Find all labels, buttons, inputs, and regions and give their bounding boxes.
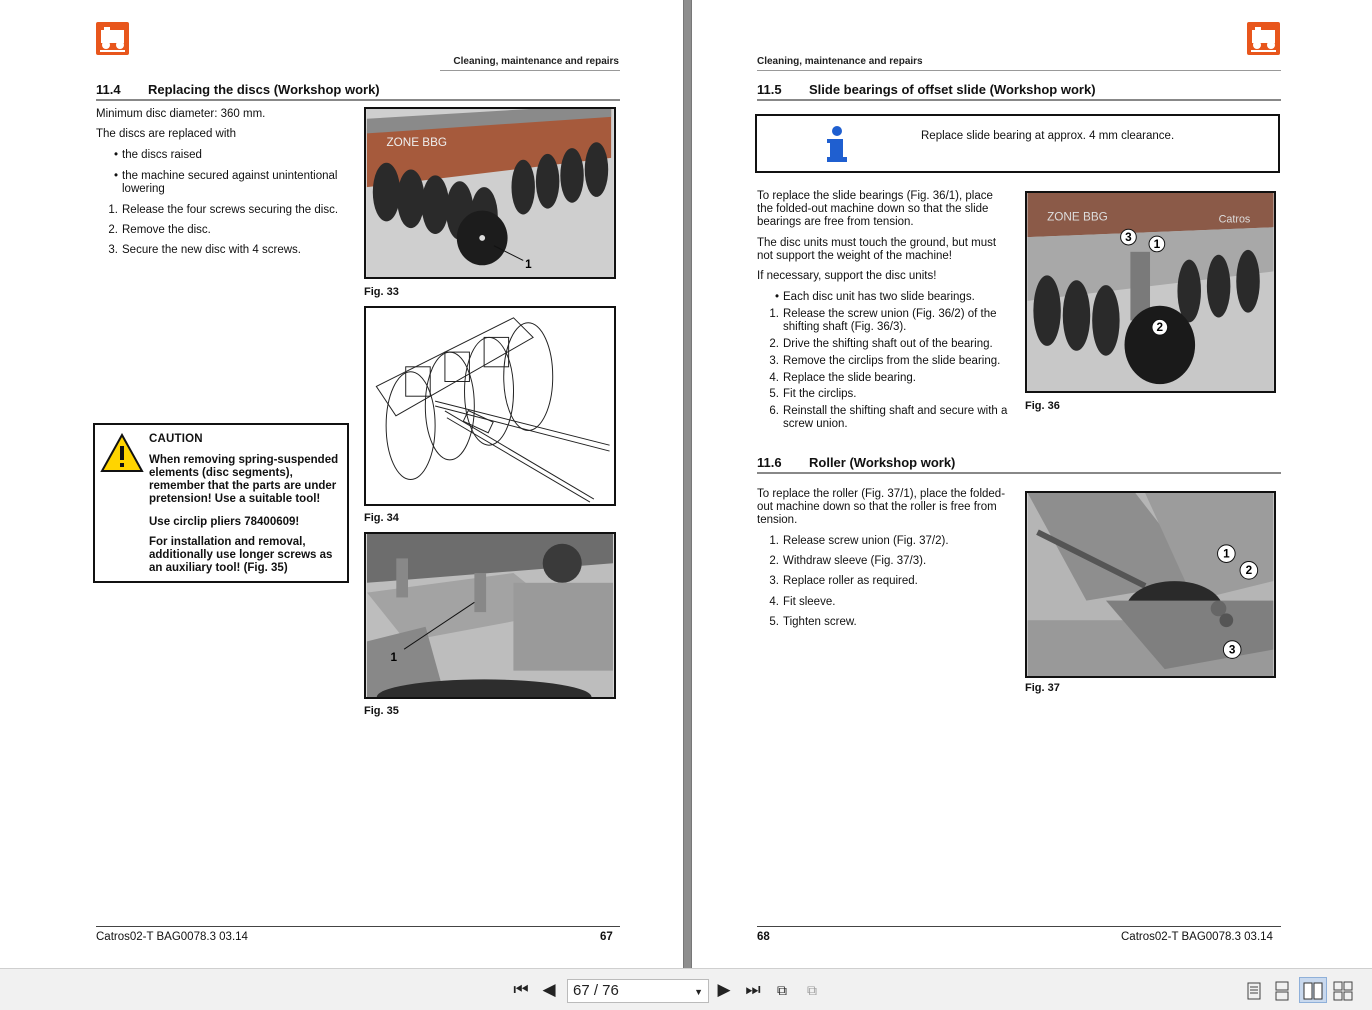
fig36-model: Catros <box>1218 213 1251 226</box>
heading-rule <box>757 99 1281 101</box>
figure-label: Fig. 37 <box>1025 682 1060 694</box>
page-number: 68 <box>757 931 770 943</box>
step-item: 1. Release screw union (Fig. 37/2). <box>769 535 949 547</box>
caution-box <box>93 423 349 583</box>
step-item: 3. Replace roller as required. <box>769 575 918 587</box>
info-box <box>755 114 1280 173</box>
step-item: 5. Fit the circlips. <box>769 388 857 400</box>
footer-rule <box>757 926 1281 927</box>
step-item: 5. Tighten screw. <box>769 616 857 628</box>
figure-label: Fig. 33 <box>364 286 399 298</box>
last-page-icon[interactable]: ⏭ <box>745 980 761 999</box>
running-header: Cleaning, maintenance and repairs <box>453 56 619 67</box>
step-item: 1. Release the four screws securing the disc. <box>108 204 339 216</box>
fig36-callout: 2 <box>1156 321 1164 335</box>
fig33-callout: 1 <box>525 258 532 272</box>
chevron-down-icon: ▼ <box>694 987 703 997</box>
bullet-item: • Each disc unit has two slide bearings. <box>774 291 975 303</box>
next-view-icon[interactable]: ⧉ <box>807 982 817 998</box>
heading-rule <box>96 99 620 101</box>
header-rule <box>757 70 1281 71</box>
caution-text: For installation and removal, additionally use longer screws as an auxiliary tool! (Fig. 35) <box>149 536 333 574</box>
viewer-toolbar <box>0 968 1372 1010</box>
fig35-callout: 1 <box>390 650 397 664</box>
fig36-brand: ZONE BBG <box>1047 210 1108 224</box>
first-page-icon[interactable]: ⏮ <box>513 980 529 999</box>
intro-text: Minimum disc diameter: 360 mm. <box>96 108 266 120</box>
two-page-continuous-icon[interactable] <box>1333 981 1353 1001</box>
single-page-view-icon[interactable] <box>1244 981 1264 1001</box>
step-item: 1. Release the screw union (Fig. 36/2) of the shifting shaft (Fig. 36/3). <box>769 308 997 333</box>
header-rule <box>440 70 620 71</box>
running-header: Cleaning, maintenance and repairs <box>757 56 923 67</box>
section-heading: 11.5 Slide bearings of offset slide (Workshop work) <box>757 82 1096 97</box>
fig37-callout: 1 <box>1223 547 1230 561</box>
figure-33-disc-photo <box>364 107 616 279</box>
heading-rule <box>757 472 1281 474</box>
previous-page-icon[interactable]: ◀ <box>542 980 556 999</box>
next-page-icon[interactable]: ▶ <box>717 980 731 999</box>
two-page-view-icon[interactable] <box>1303 981 1323 1001</box>
figure-36-bearing-photo <box>1025 191 1276 393</box>
amazone-logo-icon <box>1247 22 1280 55</box>
fig37-callout: 2 <box>1245 564 1253 578</box>
paragraph: If necessary, support the disc units! <box>757 270 937 282</box>
page-selector[interactable]: 67 / 76 ▼ <box>567 979 709 1003</box>
paragraph: The disc units must touch the ground, but must not support the weight of the machine! <box>757 237 997 262</box>
info-icon <box>825 125 849 163</box>
section-heading: 11.4 Replacing the discs (Workshop work) <box>96 82 380 97</box>
fig33-brand: ZONE BBG <box>386 136 448 150</box>
figure-35-photo <box>364 532 616 699</box>
footer-doc-id: Catros02-T BAG0078.3 03.14 <box>96 931 248 943</box>
info-text: Replace slide bearing at approx. 4 mm clearance. <box>921 130 1175 142</box>
page-gutter <box>683 0 692 968</box>
step-item: 2. Withdraw sleeve (Fig. 37/3). <box>769 555 927 567</box>
caution-text: When removing spring-suspended elements (disc segments), remember that the parts are under pretension! Use a suitable tool! <box>149 454 339 505</box>
fig37-callout: 3 <box>1228 643 1236 657</box>
paragraph: To replace the slide bearings (Fig. 36/1), place the folded-out machine down so that the slide bearings are free from tension. <box>757 190 993 228</box>
section-heading: 11.6 Roller (Workshop work) <box>757 455 956 470</box>
figure-label: Fig. 36 <box>1025 400 1060 412</box>
page-number: 67 <box>600 931 613 943</box>
continuous-view-icon[interactable] <box>1272 981 1292 1001</box>
footer-rule <box>96 926 620 927</box>
caution-title: CAUTION <box>149 433 203 445</box>
figure-label: Fig. 34 <box>364 512 399 524</box>
step-item: 2. Drive the shifting shaft out of the bearing. <box>769 338 993 350</box>
paragraph: To replace the roller (Fig. 37/1), place the folded-out machine down so that the roller is free from tension. <box>757 488 1006 526</box>
step-item: 6. Reinstall the shifting shaft and secure with a screw union. <box>769 405 1008 430</box>
intro-text: The discs are replaced with <box>96 128 236 140</box>
footer-doc-id: Catros02-T BAG0078.3 03.14 <box>1121 931 1273 943</box>
fig36-callout: 1 <box>1153 237 1161 251</box>
step-item: 3. Secure the new disc with 4 screws. <box>108 244 301 256</box>
figure-label: Fig. 35 <box>364 705 399 717</box>
figure-34-line-drawing <box>364 306 616 506</box>
bullet-item: • the discs raised <box>113 149 202 161</box>
bullet-item: • the machine secured against unintentional lowering <box>113 170 338 195</box>
step-item: 3. Remove the circlips from the slide bearing. <box>769 355 1001 367</box>
fig36-callout: 3 <box>1125 231 1132 245</box>
step-item: 2. Remove the disc. <box>108 224 211 236</box>
left-page <box>0 0 683 968</box>
caution-text: Use circlip pliers 78400609! <box>149 516 300 528</box>
amazone-logo-icon <box>96 22 129 55</box>
step-item: 4. Fit sleeve. <box>769 596 836 608</box>
step-item: 4. Replace the slide bearing. <box>769 372 916 384</box>
warning-triangle-icon <box>100 433 144 473</box>
figure-37-roller-photo <box>1025 491 1276 678</box>
previous-view-icon[interactable]: ⧉ <box>777 982 787 998</box>
